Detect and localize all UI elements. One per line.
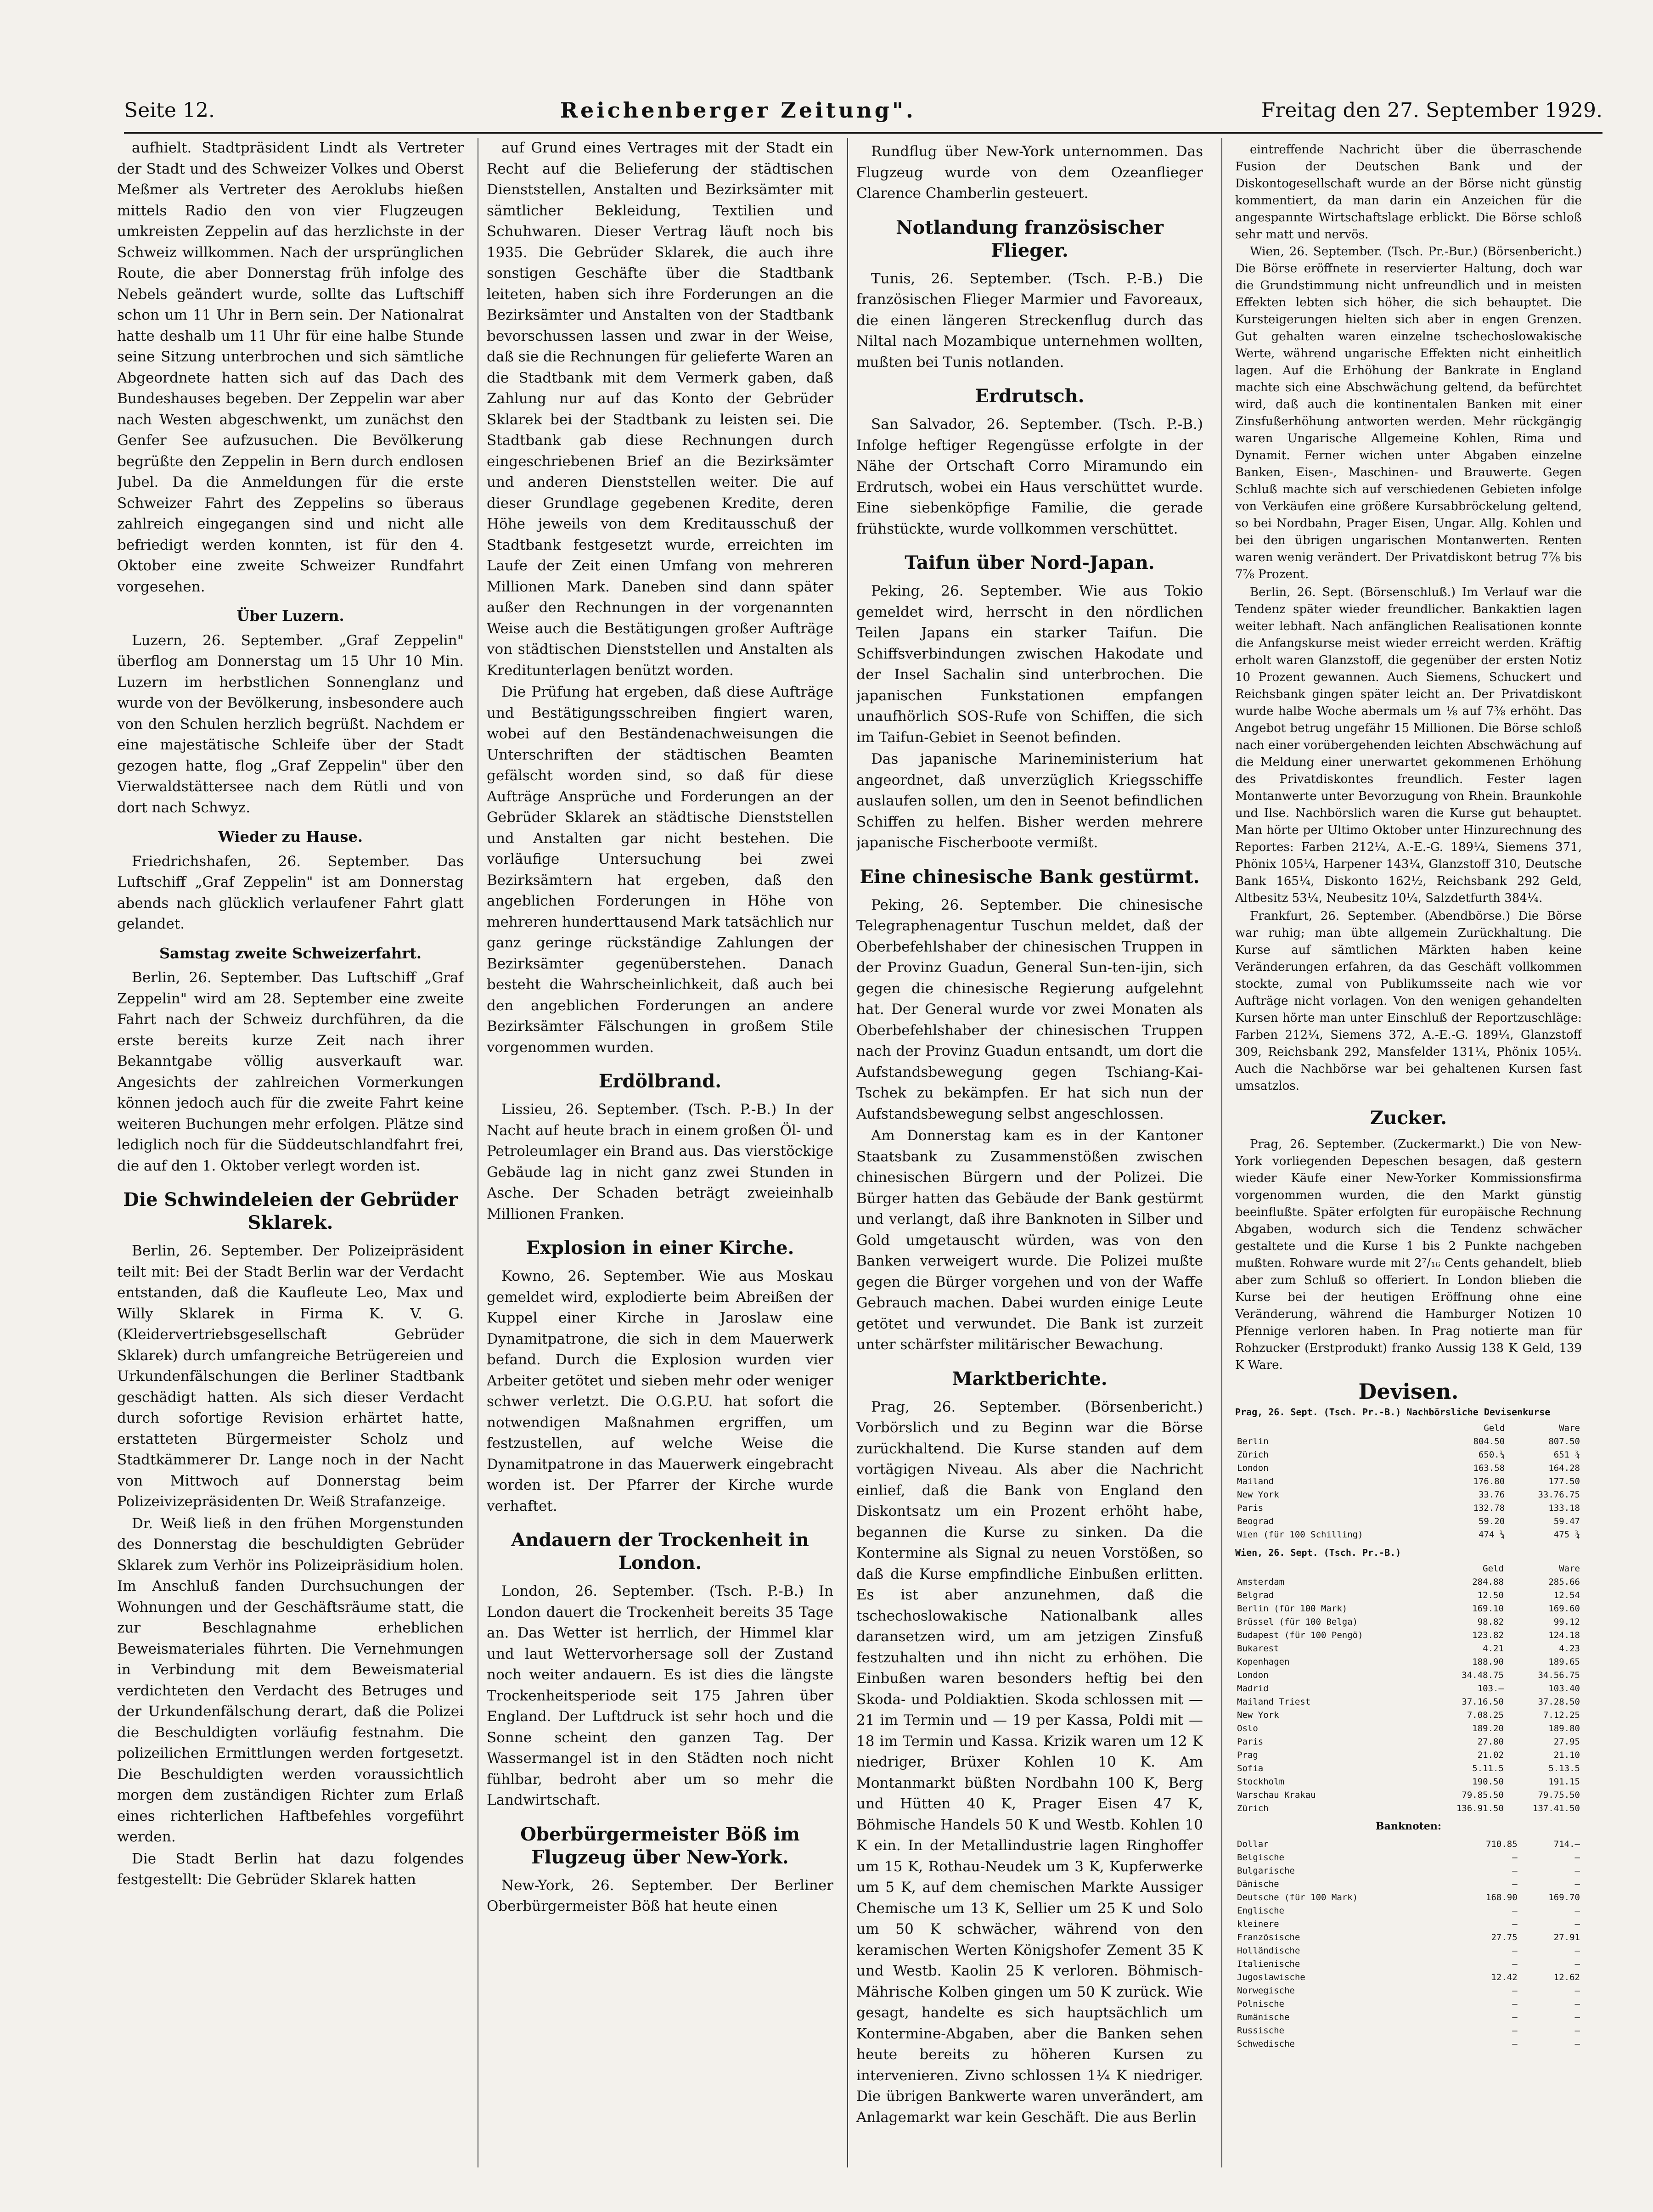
ware-value: 33.76.75 <box>1538 1490 1580 1500</box>
ware-value: 133.18 <box>1548 1503 1580 1513</box>
currency-name: Norwegische <box>1237 1986 1295 1996</box>
currency-name: Italienische <box>1237 1959 1300 1969</box>
article-subheading: Wieder zu Hause. <box>218 828 363 845</box>
currency-name: Brüssel (für 100 Belga) <box>1237 1617 1358 1627</box>
table-row <box>1235 1602 1582 1615</box>
ware-value: 12.54 <box>1553 1590 1580 1600</box>
article-paragraph: aufhielt. Stadtpräsident Lindt als Vertreter der Stadt und des Schweizer Volkes und Oberst Meßmer als Vertreter des Aeroklubs hießen mittels Radio den von vier Flugzeugen umkreisten Zeppelin auf das herzlichste in der Schweiz willkommen. Nach der ursprünglichen Route, die aber Donnerstag früh infolge des Nebels geändert wurde, sollte das Luftschiff schon um 11 Uhr in Bern sein. Der Nationalrat hatte deshalb um 11 Uhr für eine halbe Stunde seine Sitzung unterbrochen und sich sämtliche Abgeordnete hatten sich auf das Dach des Bundeshauses begeben. Der Zeppelin war aber nach Westen abgeschwenkt, um zunächst den Genfer See aufzusuchen. Die Bevölkerung begrüßte den Zeppelin in Bern durch endlosen Jubel. Da die Anmeldungen für die erste Schweizer Fahrt des Zeppelins so überaus zahlreich eingegangen sind und nicht alle befriedigt werden konnten, ist für den 4. Oktober eine zweite Schweizer Rundfahrt vorgesehen. <box>117 140 464 595</box>
currency-name: Budapest (für 100 Pengö) <box>1237 1630 1363 1640</box>
ware-value: 27.91 <box>1553 1932 1580 1942</box>
ware-value: 79.75.50 <box>1538 1790 1580 1800</box>
currency-name: Mailand Triest <box>1237 1697 1311 1707</box>
geld-value: 5.11.5 <box>1472 1763 1504 1773</box>
currency-name: Berlin <box>1237 1436 1269 1447</box>
article-headline: Erdölbrand. <box>598 1070 722 1092</box>
ware-value: 103.40 <box>1548 1683 1580 1694</box>
article-paragraph: Prag, 26. September. (Börsenbericht.) Vorbörslich und zu Beginn war die Börse zurückhaltend. Die Kurse standen auf dem vortägigen Niveau. Als aber die Nachricht einlief, daß die Bank von England den Diskontsatz um ein Prozent erhöht habe, begannen die Kurse zu sinken. Da die Kontermine als Signal zu neuen Vorstößen, so daß die Kurse empfindliche Einbußen erlitten. Es ist aber anzunehmen, daß die tschechoslowakische Nationalbank alles daransetzen wird, um am jetzigen Zinsfuß festzuhalten und ihn nicht zu erhöhen. Die Einbußen waren besonders heftig bei den Skoda- und Poldiaktien. Skoda schlossen mit — 21 im Termin und — 19 per Kassa, Poldi mit — 18 im Termin und Kassa. Krizik waren um 12 K niedriger, Brüxer Kohlen 10 K. Am Montanmarkt büßten Nordbahn 100 K, Berg und Hütten 40 K, Prager Eisen 47 K, Böhmische Handels 50 K und Westb. Kohlen 10 K ein. In der Metallindustrie lagen Ringhoffer um 15 K, Rothau-Neudek um 3 K, Kupferwerke um 5 K, auf dem chemischen Markte Aussiger Chemische um 13 K, Sellier um 25 K und Solo um 50 K schwächer, während von den keramischen Werten Königshofer Zement 35 K und Westb. Kaolin 25 K verloren. Böhmisch-Mährische Kolben gingen um 50 K zurück. Wie gesagt, handelte es sich hauptsächlich um Kontermine-Abgaben, aber die Banken sehen heute bereits zu höheren Kursen zu intervenieren. Zivno schlossen 1¼ K niedriger. Die übrigen Bankwerte waren unverändert, am Anlagemarkt war kein Geschäft. Die aus Berlin <box>856 1398 1203 2126</box>
table-row <box>1235 1998 1582 2011</box>
ware-value: 5.13.5 <box>1548 1763 1580 1773</box>
column-header: Ware <box>1559 1564 1580 1574</box>
table-row <box>1235 1655 1582 1669</box>
geld-value: 650.¼ <box>1478 1450 1505 1460</box>
geld-value: 163.58 <box>1473 1463 1505 1473</box>
geld-value: 123.82 <box>1472 1630 1504 1640</box>
ware-value: — <box>1574 1906 1580 1916</box>
article-paragraph: Peking, 26. September. Die chinesische Telegraphenagentur Tuschun meldet, daß der Oberbefehlshaber der chinesischen Truppen in der Provinz Guadun, General Sun-ten-ijin, sich gegen die chinesische Regierung aufgelehnt hat. Der General wurde vor zwei Monaten als Oberbefehlshaber der chinesischen Truppen nach der Provinz Guadun entsandt, um dort die Aufstandsbewegung gegen Tschiang-Kai-Tschek zu bekämpfen. Er hat sich nun der Aufstandsbewegung selbst angeschlossen. <box>856 896 1203 1122</box>
article-paragraph: Berlin, 26. September. Der Polizeipräsident teilt mit: Bei der Stadt Berlin war der Verdacht entstanden, daß die Kaufleute Leo, Max und Willy Sklarek in Firma K. V. G. (Kleidervertriebsgesellschaft Gebrüder Sklarek) durch umfangreiche Betrügereien und Urkundenfälschungen die Berliner Stadtbank geschädigt hatten. Als sich dieser Verdacht durch sofortige Revision erhärtet hatte, erstatteten Bürgermeister Scholz und Stadtkämmerer Dr. Lange noch in der Nacht von Mittwoch auf Donnerstag beim Polizeivizepräsidenten Dr. Weiß Strafanzeige. <box>117 1243 464 1510</box>
currency-name: Prag <box>1237 1750 1258 1760</box>
table-row <box>1235 1944 1582 1958</box>
table-row <box>1235 1589 1582 1602</box>
table-row <box>1235 1462 1582 1475</box>
table-row <box>1235 1528 1582 1542</box>
table-row <box>1235 1642 1582 1655</box>
geld-value: 12.50 <box>1477 1590 1504 1600</box>
article-paragraph: eintreffende Nachricht über die überraschende Fusion der Deutschen Bank und der Diskontogesellschaft wurde an der Börse nicht günstig kommentiert, da man darin ein Anzeichen für die angespannte Wirtschaftslage erblickt. Die Börse schloß sehr matt und nervös. <box>1235 143 1582 242</box>
table-row <box>1235 1931 1582 1944</box>
issue-date: Freitag den 27. September 1929. <box>1261 98 1602 122</box>
article-paragraph: auf Grund eines Vertrages mit der Stadt ein Recht auf die Belieferung der städtischen Dienststellen, Anstalten und Bezirksämter mit sämtlicher Bekleidung, Textilien und Schuhwaren. Dieser Vertrag läuft noch bis 1935. Die Gebrüder Sklarek, die auch ihre sonstigen Geschäfte über die Stadtbank leiteten, haben sich ihre Forderungen an die Bezirksämter und Anstalten von der Stadtbank bevorschussen lassen und zwar in der Weise, daß sie die Rechnungen für gelieferte Waren an die Stadtbank mit dem Vermerk gaben, daß Zahlung nur auf das Konto der Gebrüder Sklarek bei der Stadtbank zu leisten sei. Die Stadtbank gab diese Rechnungen durch eingeschriebenen Brief an die Bezirksämter und anderen Dienststellen weiter. Die auf dieser Grundlage gegebenen Kredite, deren Höhe jeweils von dem Kreditausschuß der Stadtbank festgesetzt wurde, erreichten im Laufe der Zeit einen Umfang von mehreren Millionen Mark. Daneben sind dann später außer den Rechnungen in der vorgenannten Weise auch die Bestätigungen großer Aufträge von städtischen Dienststellen und Anstalten als Kreditunterlagen benützt worden. <box>487 140 833 679</box>
ware-value: 475 ¾ <box>1553 1530 1580 1540</box>
geld-value: 710.85 <box>1486 1839 1518 1849</box>
devisen-table-wien <box>1235 1562 1582 1815</box>
geld-value: 34.48.75 <box>1462 1670 1504 1680</box>
table-row <box>1235 1762 1582 1775</box>
geld-value: 188.90 <box>1472 1657 1504 1667</box>
geld-value: 27.80 <box>1477 1737 1504 1747</box>
ware-value: 12.62 <box>1553 1972 1580 1982</box>
geld-value: 176.80 <box>1473 1476 1505 1486</box>
column-3 <box>856 138 1203 2167</box>
currency-name: Paris <box>1237 1737 1264 1747</box>
table-row <box>1235 2024 1582 2038</box>
currency-name: Amsterdam <box>1237 1577 1284 1587</box>
article-headline: Zucker. <box>1370 1107 1447 1129</box>
geld-value: 37.16.50 <box>1462 1697 1504 1707</box>
currency-name: Englische <box>1237 1906 1284 1916</box>
geld-value: 59.20 <box>1478 1516 1505 1526</box>
ware-value: 59.47 <box>1553 1516 1580 1526</box>
article-paragraph: Prag, 26. September. (Zuckermarkt.) Die von New-York vorliegenden Depeschen besagen, daß gestern wieder Käufe einer New-Yorker Kommissionsfirma vorgenommen wurden, die den Markt günstig beeinflußte. Später erfolgten für europäische Rechnung Abgaben, wodurch sich die Tendenz schwächer gestaltete und die Kurse 1 bis 2 Punkte nachgeben mußten. Rohware wurde mit 2⁷/₁₆ Cents gehandelt, blieb aber zum Schluß so offeriert. In London blieben die Kurse bei der heutigen Eröffnung ohne eine Veränderung, während die Hamburger Notizen 10 Pfennige verloren haben. In Prag notierte man für Rohzucker (Erstprodukt) franko Aussig 138 K Geld, 139 K Ware. <box>1235 1137 1582 1372</box>
geld-value: 79.85.50 <box>1462 1790 1504 1800</box>
currency-name: Dänische <box>1237 1879 1279 1889</box>
table-row <box>1235 1904 1582 1918</box>
geld-value: — <box>1512 2026 1518 2036</box>
masthead: Reichenberger Zeitung". <box>560 98 916 123</box>
column-1 <box>117 138 464 2167</box>
ware-value: 37.28.50 <box>1538 1697 1580 1707</box>
table-row <box>1235 1918 1582 1931</box>
article-headline: Taifun über Nord-Japan. <box>905 552 1155 574</box>
ware-value: 137.41.50 <box>1533 1803 1580 1813</box>
article-paragraph: Berlin, 26. Sept. (Börsenschluß.) Im Verlauf war die Tendenz später wieder freundlicher. Bankaktien lagen weiter lebhaft. Nach anfänglichen Realisationen konnte die Anfangskurse meist wieder erreicht werden. Kräftig erholt waren Glanzstoff, die gegenüber der ersten Notiz 10 Prozent gewannen. Auch Siemens, Schuckert und Reichsbank gingen später leicht an. Der Privatdiskont wurde halbe Woche abermals um ⅛ auf 7⅜ erhöht. Das Angebot betrug ungefähr 15 Millionen. Die Börse schloß nach einer vorübergehenden leichten Abschwächung auf die Meldung einer unerwartet gekommenen Erhöhung des Privatdiskontes freundlich. Fester lagen Montanwerte unter Bevorzugung von Rhein. Braunkohle und Ilse. Nachbörslich waren die Kurse gut behauptet. Man hörte per Ultimo Oktober unter Hinzurechnung des Reportes: Farben 212¼, A.-E.-G. 189¼, Siemens 371, Phönix 105¼, Harpener 143¼, Glanzstoff 310, Deutsche Bank 165¼, Diskonto 162½, Reichsbank 292 Geld, Altbesitz 53¼, Neubesitz 10¼, Salzdetfurth 384¼. <box>1235 585 1582 905</box>
article-paragraph: Die Stadt Berlin hat dazu folgendes festgestellt: Die Gebrüder Sklarek hatten <box>117 1850 464 1888</box>
currency-name: Mailand <box>1237 1476 1274 1486</box>
ware-value: 7.12.25 <box>1543 1710 1580 1720</box>
currency-name: Russische <box>1237 2026 1284 2036</box>
article-paragraph: London, 26. September. (Tsch. P.-B.) In London dauert die Trockenheit bereits 35 Tage an. Das Wetter ist herrlich, der Himmel klar und laut Wettervorhersage soll der Zustand noch weiter andauern. Es ist dies die längste Trockenheitsperiode seit 175 Jahren über England. Der Luftdruck ist sehr hoch und die Sonne scheint den ganzen Tag. Der Wassermangel ist in den Städten noch nicht fühlbar, bedroht aber um so mehr die Landwirtschaft. <box>487 1583 833 1808</box>
currency-name: Wien (für 100 Schilling) <box>1237 1530 1363 1540</box>
article-paragraph: Dr. Weiß ließ in den frühen Morgenstunden des Donnerstag die beschuldigten Gebrüder Sklarek zum Verhör ins Polizeipräsidium holen. Im Anschluß fanden Durchsuchungen der Wohnungen und der Geschäftsräume statt, die zur Beschlagnahme erheblichen Beweismateriales führten. Die Vernehmungen in Verbindung mit dem Beweismaterial verdichteten den Verdacht des Betruges und der Urkundenfälschung derart, daß die Polizei die Beschuldigten vorläufig festnahm. Die polizeilichen Ermittlungen werden fortgesetzt. Die Beschuldigten werden voraussichtlich morgen dem zuständigen Richter zum Erlaß eines richterlichen Haftbefehles vorgeführt werden. <box>117 1515 464 1845</box>
column-header: Geld <box>1483 1564 1504 1574</box>
table-row <box>1235 1669 1582 1682</box>
table-row <box>1235 1838 1582 1851</box>
table-row <box>1235 1958 1582 1971</box>
table-row <box>1235 1615 1582 1629</box>
article-paragraph: Rundflug über New-York unternommen. Das Flugzeug wurde von dem Ozeanflieger Clarence Chamberlin gesteuert. <box>856 143 1203 202</box>
geld-value: 190.50 <box>1472 1777 1504 1787</box>
table-row <box>1235 1709 1582 1722</box>
ware-value: — <box>1574 1946 1580 1956</box>
devisen-heading: Devisen. <box>1358 1379 1459 1404</box>
article-paragraph: New-York, 26. September. Der Berliner Oberbürgermeister Böß hat heute einen <box>487 1877 833 1914</box>
table-row <box>1235 1515 1582 1528</box>
article-paragraph: Die Prüfung hat ergeben, daß diese Aufträge und Bestätigungsschreiben fingiert waren, wobei auf den Beständenachweisungen die Unterschriften der städtischen Beamten gefälscht worden sind, so daß für diese Aufträge Ansprüche und Forderungen an der Gebrüder Sklarek an städtische Dienststellen und Anstalten gar nicht bestehen. Die vorläufige Untersuchung bei zwei Bezirksämtern hat ergeben, daß den angeblichen Forderungen in Höhe von mehreren hunderttausend Mark tatsächlich nur ganz geringe rückständige Zahlungen der Bezirksämter gegenüberstehen. Danach besteht die Wahrscheinlichkeit, daß auch bei den angeblichen Forderungen an andere Bezirksämter Fälschungen in großem Stile vorgenommen wurden. <box>487 684 833 1056</box>
currency-name: Zürich <box>1237 1450 1269 1460</box>
geld-value: 103.— <box>1477 1683 1504 1694</box>
table-row <box>1235 1488 1582 1502</box>
column-rule <box>847 138 848 2167</box>
geld-value: — <box>1512 1852 1518 1863</box>
table-row <box>1235 1789 1582 1802</box>
currency-name: Kopenhagen <box>1237 1657 1290 1667</box>
banknoten-heading: Banknoten: <box>1375 1820 1442 1832</box>
ware-value: 4.23 <box>1559 1644 1580 1654</box>
article-headline: Eine chinesische Bank gestürmt. <box>860 866 1200 888</box>
page-header <box>124 94 1602 134</box>
article-paragraph: San Salvador, 26. September. (Tsch. P.-B.) Infolge heftiger Regengüsse erfolgte in der Nähe der Ortschaft Corro Miramundo ein Erdrutsch, wobei ein Haus verschüttet wurde. Eine siebenköpfige Familie, die gerade frühstückte, wurde vollkommen verschüttet. <box>856 416 1203 537</box>
ware-value: — <box>1574 2026 1580 2036</box>
table-row <box>1235 1629 1582 1642</box>
table-row <box>1235 1502 1582 1515</box>
currency-name: Stockholm <box>1237 1777 1284 1787</box>
article-paragraph: Das japanische Marineministerium hat angeordnet, daß unverzüglich Kriegsschiffe auslaufen sollen, um den in Seenot befindlichen Schiffen zu helfen. Bisher werden mehrere japanische Fischerboote vermißt. <box>856 751 1203 851</box>
currency-name: Deutsche (für 100 Mark) <box>1237 1892 1358 1902</box>
geld-value: — <box>1512 1986 1518 1996</box>
currency-name: Belgische <box>1237 1852 1284 1863</box>
ware-value: — <box>1574 1919 1580 1929</box>
ware-value: 177.50 <box>1548 1476 1580 1486</box>
currency-name: Sofia <box>1237 1763 1264 1773</box>
ware-value: 651 ¾ <box>1553 1450 1580 1460</box>
ware-value: 189.80 <box>1548 1723 1580 1734</box>
currency-name: Bukarest <box>1237 1644 1279 1654</box>
article-headline: Notlandung französischer Flieger. <box>896 216 1164 261</box>
currency-name: Berlin (für 100 Mark) <box>1237 1604 1348 1614</box>
currency-name: Holländische <box>1237 1946 1300 1956</box>
table-row <box>1235 1851 1582 1864</box>
geld-value: — <box>1512 1959 1518 1969</box>
column-2 <box>487 138 833 2167</box>
table-row <box>1235 1695 1582 1709</box>
currency-name: Oslo <box>1237 1723 1258 1734</box>
table-row <box>1235 1971 1582 1984</box>
article-paragraph: Am Donnerstag kam es in der Kantoner Staatsbank zu Zusammenstößen zwischen chinesischen Bürgern und der Polizei. Die Bürger hatten das Gebäude der Bank gestürmt und verlangt, daß ihre Banknoten in Silber und Gold umgetauscht würden, was von den Banken verweigert wurde. Die Polizei mußte gegen die Bürger vorgehen und von der Waffe Gebrauch machen. Dabei wurden einige Leute getötet und verwundet. Die Bank ist zurzeit unter schärfster militärischer Bewachung. <box>856 1127 1203 1353</box>
banknoten-table <box>1235 1838 1582 2051</box>
ware-value: 99.12 <box>1553 1617 1580 1627</box>
geld-value: — <box>1512 1946 1518 1956</box>
table-row <box>1235 1891 1582 1904</box>
table-row <box>1235 1802 1582 1815</box>
ware-value: — <box>1574 2012 1580 2022</box>
ware-value: 191.15 <box>1548 1777 1580 1787</box>
article-headline: Oberbürgermeister Böß im Flugzeug über New-York. <box>520 1823 800 1868</box>
currency-name: Schwedische <box>1237 2039 1295 2049</box>
currency-name: Polnische <box>1237 1999 1284 2009</box>
table-row <box>1235 1722 1582 1735</box>
article-paragraph: Luzern, 26. September. „Graf Zeppelin" überflog am Donnerstag um 15 Uhr 10 Min. Luzern im herbstlichen Sonnenglanz und wurde von der Bevölkerung, insbesondere auch von den Schulen herzlich begrüßt. Nachdem er eine majestätische Schleife über der Stadt gezogen hatte, flog „Graf Zeppelin" über den Vierwaldstättersee nach dem Rütli und von dort nach Schwyz. <box>117 632 464 816</box>
ware-value: 285.66 <box>1548 1577 1580 1587</box>
currency-name: Beograd <box>1237 1516 1274 1526</box>
geld-value: 474 ¼ <box>1478 1530 1505 1540</box>
geld-value: — <box>1512 2012 1518 2022</box>
article-paragraph: Tunis, 26. September. (Tsch. P.-B.) Die französischen Flieger Marmier und Favoreaux, die einen längeren Streckenflug durch das Niltal nach Mozambique unternehmen wollten, mußten bei Tunis notlanden. <box>856 270 1203 371</box>
currency-name: Bulgarische <box>1237 1866 1295 1876</box>
currency-name: Jugoslawische <box>1237 1972 1305 1982</box>
currency-name: kleinere <box>1237 1919 1279 1929</box>
currency-name: Warschau Krakau <box>1237 1790 1316 1800</box>
column-rule <box>1221 138 1222 2167</box>
devisen-table-prag <box>1235 1422 1582 1542</box>
ware-value: — <box>1574 1959 1580 1969</box>
geld-value: 21.02 <box>1477 1750 1504 1760</box>
currency-name: Zürich <box>1237 1803 1269 1813</box>
ware-value: — <box>1574 1999 1580 2009</box>
geld-value: 136.91.50 <box>1456 1803 1504 1813</box>
geld-value: 33.76 <box>1478 1490 1505 1500</box>
article-subheading: Über Luzern. <box>236 607 344 625</box>
column-header: Geld <box>1484 1423 1505 1433</box>
article-paragraph: Berlin, 26. September. Das Luftschiff „Graf Zeppelin" wird am 28. September eine zweite Fahrt nach der Schweiz durchführen, da die erste bereits kurze Zeit nach ihrer Bekanntgabe völlig ausverkauft war. Angesichts der zahlreichen Vormerkungen können jedoch auch für die zweite Fahrt keine weiteren Buchungen mehr erfolgen. Plätze sind lediglich noch für die Süddeutschlandfahrt frei, die auf den 1. Oktober verlegt worden ist. <box>117 969 464 1174</box>
ware-value: 169.70 <box>1548 1892 1580 1902</box>
table-row <box>1235 1448 1582 1462</box>
ware-value: 21.10 <box>1553 1750 1580 1760</box>
table-row <box>1235 1864 1582 1878</box>
ware-value: — <box>1574 1852 1580 1863</box>
article-paragraph: Friedrichshafen, 26. September. Das Luftschiff „Graf Zeppelin" ist am Donnerstag abends nach glücklich verlaufener Fahrt glatt gelandet. <box>117 853 464 932</box>
currency-name: Belgrad <box>1237 1590 1274 1600</box>
ware-value: 164.28 <box>1548 1463 1580 1473</box>
geld-value: — <box>1512 1919 1518 1929</box>
article-headline: Andauern der Trockenheit in London. <box>511 1529 809 1574</box>
ware-value: 714.— <box>1553 1839 1580 1849</box>
geld-value: — <box>1512 1906 1518 1916</box>
currency-name: New York <box>1237 1710 1279 1720</box>
geld-value: — <box>1512 1879 1518 1889</box>
table-row <box>1235 2011 1582 2024</box>
ware-value: — <box>1574 1866 1580 1876</box>
geld-value: 27.75 <box>1491 1932 1518 1942</box>
ware-value: 189.65 <box>1548 1657 1580 1667</box>
currency-name: Französische <box>1237 1932 1300 1942</box>
ware-value: — <box>1574 1879 1580 1889</box>
ware-value: 807.50 <box>1548 1436 1580 1447</box>
section-headline: Marktberichte. <box>952 1368 1108 1390</box>
article-paragraph: Wien, 26. September. (Tsch. Pr.-Bur.) (Börsenbericht.) Die Börse eröffnete in reservierter Haltung, doch war die Grundstimmung nicht unfreundlich und in meisten Effekten lebten sich höher, die sich behauptet. Die Kursteigerungen hielten sich aber in engen Grenzen. Gut gehalten waren einzelne tschechoslowakische Werte, während ungarische Effekten nicht einheitlich lagen. Auf die Erhöhung der Bankrate in England machte sich eine Abschwächung geltend, da befürchtet wird, daß auch die kontinentalen Banken mit einer Zinsfußerhöhung antworten werden. Mehr rückgängig waren Ungarische Allgemeine Kohlen, Rima und Dynamit. Ferner wichen unter Abgaben einzelne Banken, Eisen-, Maschinen- und Brauwerte. Gegen Schluß machte sich auf verschiedenen Gebieten infolge von Verkäufen eine größere Kursabbröckelung geltend, so bei Nordbahn, Prager Eisen, Ungar. Allg. Kohlen und bei den übrigen ungarischen Montanwerten. Renten waren wenig verändert. Der Privatdiskont betrug 7⅞ bis 7⅞ Prozent. <box>1235 245 1582 581</box>
geld-value: 98.82 <box>1477 1617 1504 1627</box>
article-paragraph: Kowno, 26. September. Wie aus Moskau gemeldet wird, explodierte beim Abreißen der Kuppel einer Kirche in Jaroslaw eine Dynamitpatrone, die sich in dem Mauerwerk befand. Durch die Explosion wurden vier Arbeiter getötet und sieben mehr oder weniger schwer verletzt. Die O.G.P.U. hat sofort die notwendigen Maßnahmen ergriffen, um festzustellen, auf welche Weise die Dynamitpatrone in das Mauerwerk eingebracht worden ist. Der Pfarrer der Kirche wurde verhaftet. <box>487 1268 833 1514</box>
table-row <box>1235 1735 1582 1749</box>
geld-value: — <box>1512 1866 1518 1876</box>
currency-name: London <box>1237 1670 1269 1680</box>
article-headline: Explosion in einer Kirche. <box>526 1237 794 1259</box>
page-number: Seite 12. <box>124 98 215 122</box>
geld-value: 189.20 <box>1472 1723 1504 1734</box>
currency-name: London <box>1237 1463 1269 1473</box>
ware-value: 34.56.75 <box>1538 1670 1580 1680</box>
table-row <box>1235 1749 1582 1762</box>
article-paragraph: Frankfurt, 26. September. (Abendbörse.) Die Börse war ruhig; man übte allgemein Zurückhaltung. Die Kurse auf sämtlichen Märkten haben keine Veränderungen erfahren, da das Geschäft vollkommen stockte, zumal von Publikumsseite nach wie vor Aufträge nicht vorlagen. Von den wenigen gehandelten Kursen hörte man unter Einschluß der Reportzuschläge: Farben 212¼, Siemens 372, A.-E.-G. 189¼, Glanzstoff 309, Reichsbank 292, Mansfelder 131¼, Phönix 105¼. Auch die Nachbörse war bei gehaltenen Kursen fast umsatzlos. <box>1235 909 1582 1093</box>
column-4 <box>1235 138 1582 2167</box>
article-paragraph: Lissieu, 26. September. (Tsch. P.-B.) In der Nacht auf heute brach in einem großen Öl- und Petroleumlager ein Brand aus. Das vierstöckige Gebäude lag in nicht ganz zwei Stunden in Asche. Der Schaden beträgt zweieinhalb Millionen Franken. <box>487 1101 833 1222</box>
ware-value: — <box>1574 2039 1580 2049</box>
table-row <box>1235 1984 1582 1998</box>
table-row <box>1235 1475 1582 1488</box>
table-row <box>1235 1682 1582 1695</box>
geld-value: 4.21 <box>1483 1644 1504 1654</box>
table-row <box>1235 1576 1582 1589</box>
article-paragraph: Peking, 26. September. Wie aus Tokio gemeldet wird, herrscht in den nördlichen Teilen Japans ein starker Taifun. Die Schiffsverbindungen zwischen Hakodate und der Insel Sachalin sind unterbrochen. Die japanischen Funkstationen empfangen unaufhörlich SOS-Rufe von Schiffen, die sich im Taifun-Gebiet in Seenot befinden. <box>856 583 1203 746</box>
currency-name: Dollar <box>1237 1839 1269 1849</box>
geld-value: 804.50 <box>1473 1436 1505 1447</box>
geld-value: 169.10 <box>1472 1604 1504 1614</box>
article-subheading: Samstag zweite Schweizerfahrt. <box>159 944 422 962</box>
currency-name: Madrid <box>1237 1683 1269 1694</box>
column-header: Ware <box>1559 1423 1580 1433</box>
currency-name: Paris <box>1237 1503 1264 1513</box>
geld-value: 7.08.25 <box>1467 1710 1504 1720</box>
table-row <box>1235 2038 1582 2051</box>
table-header-row <box>1235 1562 1582 1576</box>
geld-value: 132.78 <box>1473 1503 1505 1513</box>
article-headline: Erdrutsch. <box>975 385 1085 407</box>
ware-value: 27.95 <box>1553 1737 1580 1747</box>
article-headline: Die Schwindeleien der Gebrüder Sklarek. <box>123 1189 458 1233</box>
table-row <box>1235 1878 1582 1891</box>
table-header-row <box>1235 1422 1582 1435</box>
geld-value: 168.90 <box>1486 1892 1518 1902</box>
ware-value: 169.60 <box>1548 1604 1580 1614</box>
devisen-table-heading: Prag, 26. Sept. (Tsch. Pr.-B.) Nachbörsliche Devisenkurse <box>1235 1407 1551 1418</box>
geld-value: 12.42 <box>1491 1972 1518 1982</box>
currency-name: New York <box>1237 1490 1279 1500</box>
geld-value: — <box>1512 1999 1518 2009</box>
ware-value: 124.18 <box>1548 1630 1580 1640</box>
ware-value: — <box>1574 1986 1580 1996</box>
geld-value: — <box>1512 2039 1518 2049</box>
table-row <box>1235 1775 1582 1789</box>
geld-value: 284.88 <box>1472 1577 1504 1587</box>
table-row <box>1235 1435 1582 1448</box>
currency-name: Rumänische <box>1237 2012 1290 2022</box>
devisen-table-heading: Wien, 26. Sept. (Tsch. Pr.-B.) <box>1235 1547 1401 1558</box>
